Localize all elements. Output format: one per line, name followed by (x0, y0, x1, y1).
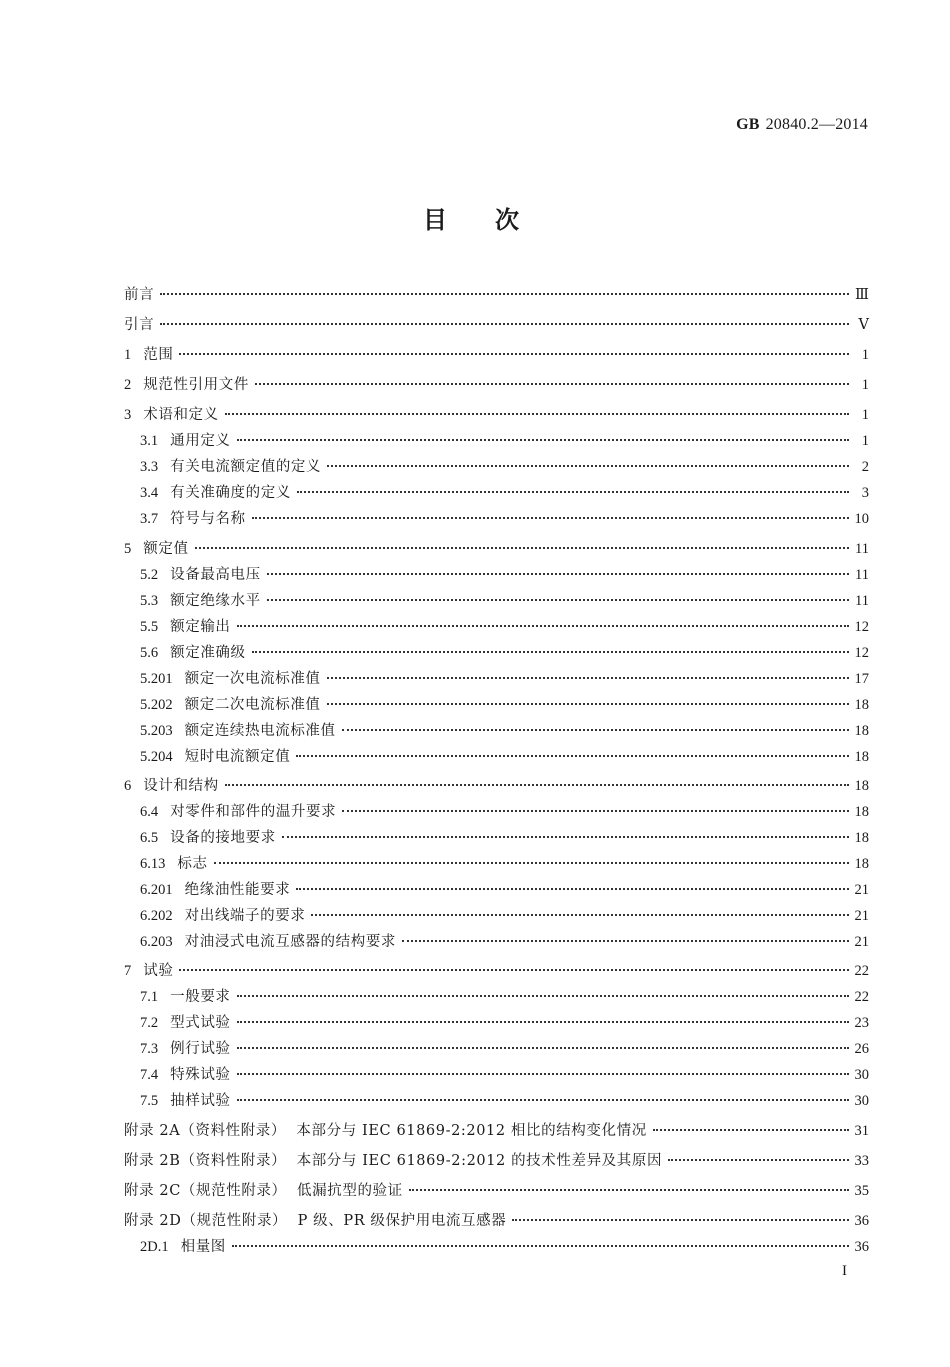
dot-leader (237, 439, 849, 441)
dot-leader (179, 969, 848, 971)
toc-entry-line (140, 508, 869, 530)
toc-entry-page: 12 (854, 619, 869, 635)
toc-entry-line (140, 1012, 869, 1034)
toc-entry-line (124, 1150, 869, 1172)
toc-entry-label: 引言 (124, 317, 155, 333)
dot-leader (327, 677, 849, 679)
toc-entry-line (140, 1064, 869, 1086)
toc-entry-number: 7 (124, 963, 132, 979)
toc-entry-line (124, 538, 869, 560)
toc-entry-number: 3.7 (140, 511, 159, 527)
toc-entry-number: 3 (124, 407, 132, 423)
toc-entry[interactable] (0, 538, 950, 560)
toc-entry-label: 额定一次电流标准值 (184, 671, 321, 687)
dot-leader (255, 383, 849, 385)
toc-entry-label: 标志 (177, 856, 208, 872)
toc-entry-number: 2 (124, 377, 132, 393)
toc-entry-line (140, 482, 869, 504)
toc-entry-page: 36 (854, 1239, 869, 1255)
dot-leader (214, 862, 849, 864)
toc-entry-page: 11 (855, 593, 869, 609)
toc-entry[interactable] (0, 1236, 950, 1258)
toc-entry-label: 对油浸式电流互感器的结构要求 (184, 934, 397, 950)
toc-entry-page: 18 (854, 856, 869, 872)
toc-entry-label: 额定值 (143, 541, 189, 557)
toc-entry-page: 21 (854, 934, 869, 950)
toc-entry[interactable] (0, 879, 950, 901)
toc-entry[interactable] (0, 508, 950, 530)
toc-entry-line (140, 827, 869, 849)
toc-entry-label: 型式试验 (170, 1015, 231, 1031)
toc-entry-page: 18 (854, 723, 869, 739)
toc-entry[interactable] (0, 430, 950, 452)
toc-entry-page: 22 (854, 963, 869, 979)
toc-entry-page: 1 (861, 377, 869, 393)
toc-entry-label: 相量图 (180, 1239, 226, 1255)
toc-entry-number: 6.4 (140, 804, 159, 820)
dot-leader (297, 491, 849, 493)
toc-entry-page: 11 (855, 541, 869, 557)
toc-entry-label: 通用定义 (170, 433, 231, 449)
toc-entry-line (124, 1180, 869, 1202)
dot-leader (195, 547, 849, 549)
toc-entry-number: 5.204 (140, 749, 173, 765)
toc-entry-line (124, 284, 869, 306)
dot-leader (402, 940, 848, 942)
toc-entry-label: 附录 2C（规范性附录） 低漏抗型的验证 (124, 1183, 403, 1199)
toc-entry[interactable] (0, 564, 950, 586)
toc-entry-label: 额定连续热电流标准值 (184, 723, 336, 739)
toc-entry[interactable] (0, 1210, 950, 1232)
toc-entry-page: 18 (854, 697, 869, 713)
toc-entry-number: 5.201 (140, 671, 173, 687)
toc-entry-page: 26 (854, 1041, 869, 1057)
toc-entry-line (124, 374, 869, 396)
dot-leader (296, 888, 848, 890)
toc-entry[interactable] (0, 694, 950, 716)
toc-entry-number: 6.203 (140, 934, 173, 950)
toc-entry-line (140, 590, 869, 612)
toc-entry-line (140, 879, 869, 901)
standard-prefix: GB (736, 116, 760, 133)
dot-leader (179, 353, 849, 355)
dot-leader (342, 729, 849, 731)
toc-entry-page: 17 (854, 671, 869, 687)
toc-entry-line (124, 344, 869, 366)
toc-entry-label: 短时电流额定值 (184, 749, 291, 765)
toc-entry-page: 30 (854, 1067, 869, 1083)
toc-entry-line (140, 668, 869, 690)
toc-entry-line (140, 642, 869, 664)
dot-leader (296, 755, 848, 757)
toc-entry-page: 1 (861, 433, 869, 449)
toc-entry[interactable] (0, 1180, 950, 1202)
dot-leader (237, 995, 849, 997)
toc-entry-line (140, 905, 869, 927)
toc-entry-label: 附录 2A（资料性附录） 本部分与 IEC 61869-2:2012 相比的结构变化情况 (124, 1123, 647, 1139)
toc-entry-page: 30 (854, 1093, 869, 1109)
dot-leader (237, 1099, 849, 1101)
toc-entry-page: 23 (854, 1015, 869, 1031)
toc-entry[interactable] (0, 1090, 950, 1112)
toc-entry[interactable] (0, 775, 950, 797)
toc-entry-label: 设计和结构 (143, 778, 219, 794)
toc-entry-line (140, 1038, 869, 1060)
toc-entry-label: 对出线端子的要求 (184, 908, 306, 924)
toc-entry-number: 5.6 (140, 645, 159, 661)
dot-leader (225, 413, 849, 415)
toc-entry-page: 21 (854, 908, 869, 924)
toc-entry-number: 3.4 (140, 485, 159, 501)
dot-leader (327, 465, 849, 467)
toc-entry-line (140, 430, 869, 452)
toc-entry-page: 12 (854, 645, 869, 661)
toc-entry[interactable] (0, 1012, 950, 1034)
toc-entry-number: 7.3 (140, 1041, 159, 1057)
toc-entry-page: 18 (854, 778, 869, 794)
toc-entry-label: 附录 2D（规范性附录） P 级、PR 级保护用电流互感器 (124, 1213, 507, 1229)
toc-entry-number: 5.5 (140, 619, 159, 635)
toc-entry-page: 1 (861, 347, 869, 363)
toc-entry-line (140, 694, 869, 716)
toc-entry-line (140, 931, 869, 953)
toc-entry-number: 2D.1 (140, 1239, 169, 1255)
dot-leader (653, 1129, 849, 1131)
toc-entry-label: 抽样试验 (170, 1093, 231, 1109)
dot-leader (409, 1189, 849, 1191)
toc-entry-page: 2 (861, 459, 869, 475)
toc-entry-page: 18 (854, 804, 869, 820)
footer-page-number: I (842, 1263, 847, 1279)
toc-entry[interactable] (0, 720, 950, 742)
dot-leader (311, 914, 848, 916)
toc-entry-number: 5.2 (140, 567, 159, 583)
dot-leader (237, 1021, 849, 1023)
toc-entry-number: 5.3 (140, 593, 159, 609)
toc-entry-number: 7.1 (140, 989, 159, 1005)
toc-entry[interactable] (0, 986, 950, 1008)
toc-entry[interactable] (0, 801, 950, 823)
toc-entry-number: 6.13 (140, 856, 166, 872)
toc-entry-line (140, 853, 869, 875)
toc-entry[interactable] (0, 344, 950, 366)
dot-leader (512, 1219, 848, 1221)
dot-leader (342, 810, 848, 812)
dot-leader (252, 517, 849, 519)
toc-entry-number: 3.1 (140, 433, 159, 449)
dot-leader (252, 651, 849, 653)
toc-entry-number: 3.3 (140, 459, 159, 475)
standard-code (736, 116, 868, 134)
toc-entry[interactable] (0, 590, 950, 612)
toc-entry[interactable] (0, 746, 950, 768)
toc-entry[interactable] (0, 1120, 950, 1142)
dot-leader (237, 1047, 849, 1049)
toc-entry[interactable] (0, 853, 950, 875)
toc-entry[interactable] (0, 960, 950, 982)
toc-entry-line (140, 746, 869, 768)
toc-entry-number: 5.203 (140, 723, 173, 739)
toc-entry-line (124, 775, 869, 797)
toc-entry-label: 有关电流额定值的定义 (170, 459, 322, 475)
toc-entry-page: 31 (854, 1123, 869, 1139)
toc-entry-label: 试验 (143, 963, 174, 979)
toc-entry-page: 11 (855, 567, 869, 583)
toc-entry-line (124, 960, 869, 982)
dot-leader (267, 599, 849, 601)
standard-number: 20840.2—2014 (765, 116, 868, 133)
toc-entry[interactable] (0, 668, 950, 690)
toc-entry[interactable] (0, 905, 950, 927)
toc-entry[interactable] (0, 284, 950, 306)
toc-entry-page: 1 (861, 407, 869, 423)
dot-leader (237, 625, 849, 627)
toc-entry[interactable] (0, 374, 950, 396)
toc-entry-line (140, 564, 869, 586)
toc-entry-label: 规范性引用文件 (143, 377, 249, 393)
toc-entry-label: 对零件和部件的温升要求 (170, 804, 337, 820)
toc-entry-label: 特殊试验 (170, 1067, 231, 1083)
toc-entry-label: 一般要求 (170, 989, 231, 1005)
toc-entry[interactable] (0, 1150, 950, 1172)
toc-entry-label: 额定二次电流标准值 (184, 697, 321, 713)
toc-entry[interactable] (0, 616, 950, 638)
toc-entry-line (140, 720, 869, 742)
dot-leader (237, 1073, 849, 1075)
toc-entry-number: 6.201 (140, 882, 173, 898)
dot-leader (267, 573, 849, 575)
toc-entry[interactable] (0, 642, 950, 664)
dot-leader (225, 784, 849, 786)
toc-entry-line (124, 1210, 869, 1232)
toc-entry-page: Ⅴ (858, 317, 869, 333)
toc-entry[interactable] (0, 456, 950, 478)
toc-entry[interactable] (0, 482, 950, 504)
toc-entry-number: 6.202 (140, 908, 173, 924)
toc-entry-line (140, 801, 869, 823)
toc-entry-line (140, 616, 869, 638)
dot-leader (232, 1245, 849, 1247)
toc-entry-line (124, 1120, 869, 1142)
toc-entry-label: 额定绝缘水平 (170, 593, 261, 609)
toc-entry-line (140, 1236, 869, 1258)
toc-entry-number: 5 (124, 541, 132, 557)
toc-entry-number: 7.2 (140, 1015, 159, 1031)
toc-entry-label: 附录 2B（资料性附录） 本部分与 IEC 61869-2:2012 的技术性差异及其原因 (124, 1153, 663, 1169)
toc-entry-page: 35 (854, 1183, 869, 1199)
dot-leader (282, 836, 849, 838)
toc-entry-page: 18 (854, 830, 869, 846)
toc-entry-label: 范围 (143, 347, 174, 363)
toc-entry-page: 36 (854, 1213, 869, 1229)
toc-entry-label: 前言 (124, 287, 155, 303)
toc-entry-line (124, 314, 869, 336)
toc-entry-line (124, 404, 869, 426)
toc-entry-label: 有关准确度的定义 (170, 485, 291, 501)
toc-entry[interactable] (0, 404, 950, 426)
toc-entry-label: 额定输出 (170, 619, 231, 635)
dot-leader (668, 1159, 848, 1161)
toc-entry-page: 3 (861, 485, 869, 501)
toc-entry-line (140, 986, 869, 1008)
toc-entry-page: 22 (854, 989, 869, 1005)
toc-entry-page: 21 (854, 882, 869, 898)
toc-entry-number: 6 (124, 778, 132, 794)
toc-entry-number: 6.5 (140, 830, 159, 846)
toc-entry[interactable] (0, 314, 950, 336)
dot-leader (160, 293, 849, 295)
dot-leader (160, 323, 849, 325)
toc-entry-number: 1 (124, 347, 132, 363)
toc-entry-line (140, 456, 869, 478)
toc-entry-page: 33 (854, 1153, 869, 1169)
toc-entry[interactable] (0, 1064, 950, 1086)
toc-entry[interactable] (0, 931, 950, 953)
toc-entry-label: 例行试验 (170, 1041, 231, 1057)
toc-entry-label: 符号与名称 (170, 511, 246, 527)
toc-entry-line (140, 1090, 869, 1112)
toc-entry[interactable] (0, 1038, 950, 1060)
page-title: 目次 (423, 206, 567, 234)
toc-entry-label: 额定准确级 (170, 645, 246, 661)
toc-entry-label: 术语和定义 (143, 407, 219, 423)
toc-entry[interactable] (0, 827, 950, 849)
toc-entry-number: 7.5 (140, 1093, 159, 1109)
toc-entry-page: 18 (854, 749, 869, 765)
toc-entry-page: 10 (854, 511, 869, 527)
toc-entry-number: 7.4 (140, 1067, 159, 1083)
toc-entry-label: 绝缘油性能要求 (184, 882, 291, 898)
toc-entry-label: 设备最高电压 (170, 567, 261, 583)
toc-entry-number: 5.202 (140, 697, 173, 713)
toc-entry-page: Ⅲ (855, 287, 869, 303)
dot-leader (327, 703, 849, 705)
toc-entry-label: 设备的接地要求 (170, 830, 276, 846)
